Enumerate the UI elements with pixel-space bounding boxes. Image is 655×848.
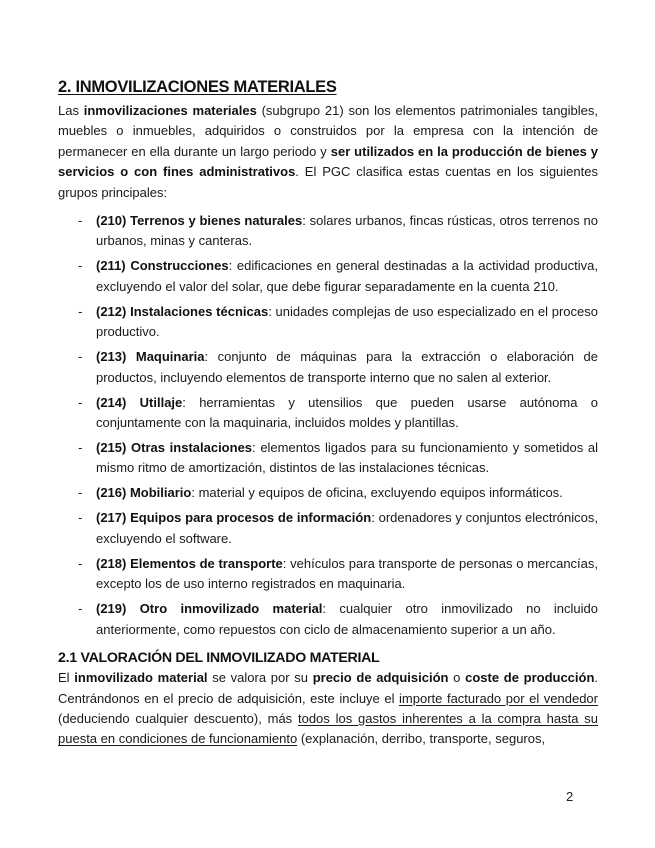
item-description: : solares urbanos, fincas rústicas, otros terrenos no urbanos, minas y canteras. (96, 213, 598, 249)
page-number: 2 (566, 789, 574, 804)
valuation-paragraph (58, 668, 598, 750)
item-description: : edificaciones en general destinadas a la actividad productiva, excluyendo el valor del solar, que debe figurar separadamente en la cuenta 210. (96, 258, 598, 294)
document-page (58, 78, 598, 750)
list-item (58, 256, 598, 297)
item-label: (212) Instalaciones técnicas (96, 303, 269, 319)
val-text-3: o (448, 670, 466, 686)
val-text-1: El (58, 670, 75, 686)
bullet-dash: - (78, 440, 83, 456)
item-label: (213) Maquinaria (96, 349, 205, 365)
val-bold-3: coste de producción (465, 670, 595, 686)
item-label: (210) Terrenos y bienes naturales (96, 213, 303, 229)
val-bold-1: inmovilizado material (74, 670, 208, 686)
list-item (58, 302, 598, 343)
item-label: (214) Utillaje (96, 394, 183, 410)
list-item (58, 438, 598, 479)
val-text-5: (deduciendo cualquier descuento), más (58, 710, 298, 726)
subsection-title: 2.1 VALORACIÓN DEL INMOVILIZADO MATERIAL (58, 650, 380, 667)
val-underline-1: importe facturado por el vendedor (399, 690, 598, 706)
intro-paragraph (58, 101, 598, 203)
bullet-dash: - (78, 394, 83, 410)
item-description: : unidades complejas de uso especializado en el proceso productivo. (96, 303, 598, 340)
val-text-6: (explanación, derribo, transporte, seguros, (297, 731, 546, 747)
list-item (58, 483, 598, 503)
intro-text-3: . El PGC clasifica estas cuentas en los siguientes grupos principales: (58, 164, 598, 200)
item-label: (218) Elementos de transporte (96, 555, 283, 571)
intro-text-2: (subgrupo 21) son los elementos patrimoniales tangibles, muebles o inmuebles, adquiridos o construidos por la empresa con la intención de permanecer en ella durante un largo periodo y (58, 103, 598, 159)
bullet-dash: - (78, 555, 83, 571)
bullet-dash: - (78, 510, 83, 526)
val-text-4: . Centrándonos en el precio de adquisición, este incluye el (58, 670, 599, 706)
section-title: 2. INMOVILIZACIONES MATERIALES (58, 78, 337, 96)
list-item (58, 508, 598, 549)
val-text-2: se valora por su (207, 670, 313, 686)
bullet-dash: - (78, 213, 83, 229)
bullet-dash: - (78, 258, 83, 274)
bullet-dash: - (78, 303, 83, 319)
bullet-dash: - (78, 485, 83, 501)
item-description: : ordenadores y conjuntos electrónicos, excluyendo el software. (96, 510, 598, 546)
list-item (58, 347, 598, 388)
bullet-dash: - (78, 601, 83, 617)
account-list (58, 211, 598, 640)
item-description: : herramientas y utensilios que pueden usarse autónoma o conjuntamente con la maquinaria, incluidos moldes y plantillas. (96, 394, 598, 431)
intro-bold-2: ser utilizados en la producción de bienes y servicios o con fines administrativos (58, 143, 598, 180)
item-description: : elementos ligados para su funcionamiento y sometidos al mismo ritmo de amortización, distintos de las instalaciones técnicas. (96, 440, 598, 476)
list-item (58, 393, 598, 434)
intro-bold-1: inmovilizaciones materiales (83, 103, 257, 118)
list-item (58, 554, 598, 595)
item-label: (216) Mobiliario (96, 485, 192, 501)
item-description: : material y equipos de oficina, excluyendo equipos informáticos. (191, 485, 563, 501)
list-item (58, 599, 598, 640)
val-underline-2: todos los gastos inherentes a la compra hasta su puesta en condiciones de funcionamiento (58, 710, 598, 747)
item-label: (219) Otro inmovilizado material (96, 601, 323, 617)
item-label: (211) Construcciones (96, 258, 229, 274)
list-item (58, 211, 598, 252)
item-label: (217) Equipos para procesos de información (96, 510, 372, 526)
item-description: : cualquier otro inmovilizado no incluido anteriormente, como repuestos con ciclo de almacenamiento superior a un año. (96, 601, 598, 637)
bullet-dash: - (78, 349, 83, 365)
intro-text-1: Las (58, 103, 84, 118)
val-bold-2: precio de adquisición (312, 670, 449, 686)
item-description: : conjunto de máquinas para la extracción o elaboración de productos, incluyendo elementos de transporte interno que no salen al exterior. (96, 349, 599, 385)
item-label: (215) Otras instalaciones (96, 440, 253, 456)
item-description: : vehículos para transporte de personas o mercancías, excepto los de uso interno registrados en maquinaria. (96, 555, 599, 592)
